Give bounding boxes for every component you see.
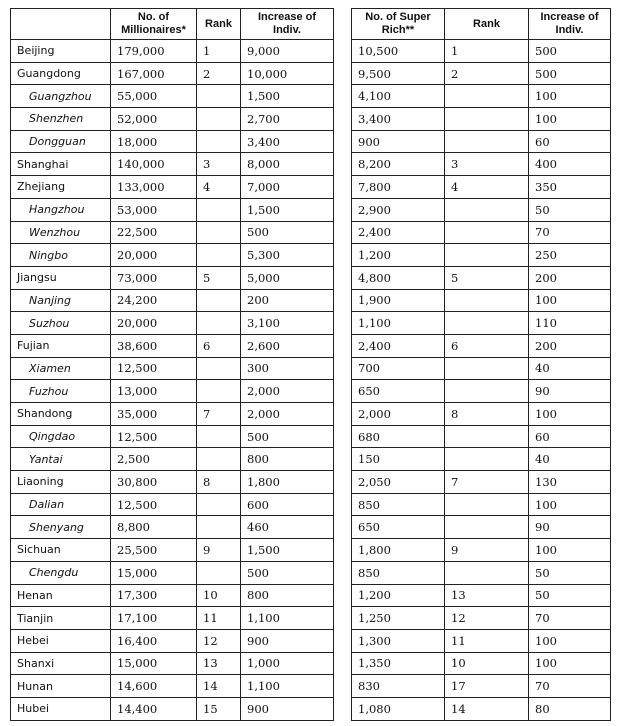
table-row: [352, 153, 611, 176]
millionaires-increase: 7,000: [241, 176, 334, 199]
super-rich-rank: [445, 289, 529, 312]
millionaires-increase: 1,500: [241, 198, 334, 221]
city-name: Suzhou: [11, 312, 111, 335]
super-rich-increase: 90: [529, 380, 611, 403]
table-row: [11, 697, 334, 720]
table-row: [352, 675, 611, 698]
header-region: [11, 9, 111, 40]
super-rich-increase: 100: [529, 108, 611, 131]
super-rich-count: 850: [352, 561, 445, 584]
millionaires-table-body: [11, 40, 334, 721]
millionaires-increase: 2,700: [241, 108, 334, 131]
millionaires-count: 20,000: [111, 244, 197, 267]
millionaires-count: 133,000: [111, 176, 197, 199]
millionaires-increase: 1,100: [241, 675, 334, 698]
table-row: [352, 289, 611, 312]
city-name: Hangzhou: [11, 198, 111, 221]
millionaires-increase: 1,500: [241, 539, 334, 562]
millionaires-increase: 5,300: [241, 244, 334, 267]
province-name: Shanxi: [11, 652, 111, 675]
table-row: [11, 357, 334, 380]
header-increase: Increase of Indiv.: [241, 9, 334, 40]
table-row: [352, 244, 611, 267]
table-row: [11, 289, 334, 312]
millionaires-increase: 900: [241, 629, 334, 652]
millionaires-count: 53,000: [111, 198, 197, 221]
table-row: [352, 584, 611, 607]
province-name: Guangdong: [11, 62, 111, 85]
table-row: [11, 584, 334, 607]
header-row: [11, 9, 334, 40]
super-rich-count: 1,800: [352, 539, 445, 562]
millionaires-rank: 14: [197, 675, 241, 698]
millionaires-increase: 600: [241, 493, 334, 516]
super-rich-rank: [445, 221, 529, 244]
super-rich-rank: 5: [445, 266, 529, 289]
millionaires-increase: 1,800: [241, 471, 334, 494]
table-row: [352, 516, 611, 539]
table-row: [352, 425, 611, 448]
super-rich-increase: 80: [529, 697, 611, 720]
super-rich-increase: 500: [529, 62, 611, 85]
table-row: [11, 516, 334, 539]
city-name: Dalian: [11, 493, 111, 516]
millionaires-rank: 1: [197, 40, 241, 63]
millionaires-count: 18,000: [111, 130, 197, 153]
province-name: Shandong: [11, 403, 111, 426]
header-super-rich: No. of Super Rich**: [352, 9, 445, 40]
millionaires-rank: 5: [197, 266, 241, 289]
millionaires-count: 8,800: [111, 516, 197, 539]
super-rich-count: 7,800: [352, 176, 445, 199]
super-rich-table-body: [352, 40, 611, 721]
city-name: Wenzhou: [11, 221, 111, 244]
millionaires-increase: 900: [241, 697, 334, 720]
table-row: [11, 448, 334, 471]
super-rich-increase: 100: [529, 539, 611, 562]
super-rich-count: 9,500: [352, 62, 445, 85]
super-rich-rank: [445, 312, 529, 335]
city-name: Nanjing: [11, 289, 111, 312]
super-rich-count: 850: [352, 493, 445, 516]
super-rich-increase: 400: [529, 153, 611, 176]
super-rich-count: 2,000: [352, 403, 445, 426]
super-rich-table: [351, 8, 611, 721]
millionaires-rank: [197, 198, 241, 221]
table-row: [352, 471, 611, 494]
super-rich-count: 2,900: [352, 198, 445, 221]
province-name: Hubei: [11, 697, 111, 720]
millionaires-increase: 9,000: [241, 40, 334, 63]
super-rich-rank: 9: [445, 539, 529, 562]
table-row: [352, 652, 611, 675]
city-name: Yantai: [11, 448, 111, 471]
table-row: [11, 85, 334, 108]
table-row: [352, 130, 611, 153]
millionaires-rank: [197, 289, 241, 312]
super-rich-rank: 17: [445, 675, 529, 698]
millionaires-rank: 15: [197, 697, 241, 720]
city-name: Xiamen: [11, 357, 111, 380]
table-row: [352, 448, 611, 471]
table-row: [352, 62, 611, 85]
city-name: Qingdao: [11, 425, 111, 448]
millionaires-count: 22,500: [111, 221, 197, 244]
table-row: [11, 380, 334, 403]
super-rich-increase: 500: [529, 40, 611, 63]
super-rich-rank: [445, 448, 529, 471]
super-rich-count: 1,250: [352, 607, 445, 630]
super-rich-rank: [445, 516, 529, 539]
super-rich-rank: [445, 493, 529, 516]
table-row: [352, 266, 611, 289]
super-rich-rank: 12: [445, 607, 529, 630]
super-rich-count: 1,350: [352, 652, 445, 675]
table-row: [352, 357, 611, 380]
super-rich-rank: 4: [445, 176, 529, 199]
super-rich-rank: [445, 244, 529, 267]
super-rich-count: 150: [352, 448, 445, 471]
table-row: [352, 697, 611, 720]
table-row: [352, 334, 611, 357]
millionaires-count: 12,500: [111, 493, 197, 516]
city-name: Shenzhen: [11, 108, 111, 131]
super-rich-rank: 1: [445, 40, 529, 63]
super-rich-count: 4,800: [352, 266, 445, 289]
millionaires-rank: [197, 561, 241, 584]
millionaires-count: 25,500: [111, 539, 197, 562]
millionaires-count: 140,000: [111, 153, 197, 176]
super-rich-increase: 40: [529, 357, 611, 380]
millionaires-increase: 300: [241, 357, 334, 380]
super-rich-count: 1,080: [352, 697, 445, 720]
millionaires-rank: 11: [197, 607, 241, 630]
millionaires-rank: 7: [197, 403, 241, 426]
millionaires-count: 38,600: [111, 334, 197, 357]
millionaires-increase: 800: [241, 448, 334, 471]
millionaires-increase: 5,000: [241, 266, 334, 289]
millionaires-count: 30,800: [111, 471, 197, 494]
millionaires-rank: 9: [197, 539, 241, 562]
millionaires-table: [10, 8, 334, 721]
table-row: [11, 607, 334, 630]
province-name: Zhejiang: [11, 176, 111, 199]
table-row: [11, 493, 334, 516]
table-row: [11, 62, 334, 85]
province-name: Tianjin: [11, 607, 111, 630]
super-rich-increase: 110: [529, 312, 611, 335]
millionaires-count: 55,000: [111, 85, 197, 108]
super-rich-increase: 130: [529, 471, 611, 494]
millionaires-rank: [197, 108, 241, 131]
city-name: Fuzhou: [11, 380, 111, 403]
header-sr-rank: Rank: [445, 9, 529, 40]
table-row: [11, 471, 334, 494]
millionaires-increase: 460: [241, 516, 334, 539]
super-rich-increase: 350: [529, 176, 611, 199]
millionaires-increase: 1,500: [241, 85, 334, 108]
super-rich-count: 680: [352, 425, 445, 448]
table-row: [352, 561, 611, 584]
millionaires-increase: 500: [241, 561, 334, 584]
super-rich-rank: [445, 380, 529, 403]
millionaires-rank: [197, 516, 241, 539]
city-name: Chengdu: [11, 561, 111, 584]
millionaires-count: 179,000: [111, 40, 197, 63]
header-sr-increase: Increase of Indiv.: [529, 9, 611, 40]
millionaires-rank: [197, 130, 241, 153]
super-rich-increase: 50: [529, 198, 611, 221]
super-rich-increase: 100: [529, 629, 611, 652]
province-name: Henan: [11, 584, 111, 607]
super-rich-rank: [445, 198, 529, 221]
super-rich-count: 900: [352, 130, 445, 153]
table-row: [352, 312, 611, 335]
super-rich-increase: 200: [529, 334, 611, 357]
super-rich-count: 650: [352, 516, 445, 539]
super-rich-count: 1,100: [352, 312, 445, 335]
millionaires-rank: [197, 312, 241, 335]
super-rich-rank: [445, 425, 529, 448]
table-row: [11, 334, 334, 357]
super-rich-rank: 7: [445, 471, 529, 494]
super-rich-increase: 50: [529, 561, 611, 584]
province-name: Beijing: [11, 40, 111, 63]
millionaires-rank: 6: [197, 334, 241, 357]
millionaires-rank: [197, 85, 241, 108]
super-rich-increase: 100: [529, 652, 611, 675]
super-rich-increase: 100: [529, 289, 611, 312]
millionaires-increase: 2,000: [241, 380, 334, 403]
millionaires-increase: 500: [241, 221, 334, 244]
super-rich-increase: 60: [529, 130, 611, 153]
table-row: [352, 607, 611, 630]
super-rich-increase: 100: [529, 493, 611, 516]
table-row: [352, 40, 611, 63]
header-millionaires: No. of Millionaires*: [111, 9, 197, 40]
millionaires-rank: [197, 244, 241, 267]
super-rich-rank: 10: [445, 652, 529, 675]
super-rich-count: 2,400: [352, 334, 445, 357]
super-rich-increase: 40: [529, 448, 611, 471]
header-rank: Rank: [197, 9, 241, 40]
super-rich-increase: 200: [529, 266, 611, 289]
city-name: Ningbo: [11, 244, 111, 267]
super-rich-count: 10,500: [352, 40, 445, 63]
millionaires-rank: 4: [197, 176, 241, 199]
millionaires-count: 35,000: [111, 403, 197, 426]
millionaires-count: 52,000: [111, 108, 197, 131]
millionaires-rank: 8: [197, 471, 241, 494]
millionaires-increase: 2,600: [241, 334, 334, 357]
millionaires-increase: 200: [241, 289, 334, 312]
province-name: Sichuan: [11, 539, 111, 562]
millionaires-increase: 10,000: [241, 62, 334, 85]
super-rich-increase: 70: [529, 607, 611, 630]
province-name: Hunan: [11, 675, 111, 698]
super-rich-count: 1,300: [352, 629, 445, 652]
table-row: [11, 675, 334, 698]
super-rich-rank: 14: [445, 697, 529, 720]
super-rich-count: 2,050: [352, 471, 445, 494]
millionaires-rank: 12: [197, 629, 241, 652]
super-rich-count: 4,100: [352, 85, 445, 108]
super-rich-rank: [445, 130, 529, 153]
table-row: [11, 130, 334, 153]
super-rich-count: 650: [352, 380, 445, 403]
super-rich-rank: [445, 357, 529, 380]
millionaires-count: 16,400: [111, 629, 197, 652]
table-row: [11, 108, 334, 131]
millionaires-rank: [197, 493, 241, 516]
super-rich-rank: 8: [445, 403, 529, 426]
table-row: [11, 561, 334, 584]
table-row: [11, 153, 334, 176]
millionaires-count: 24,200: [111, 289, 197, 312]
super-rich-rank: 11: [445, 629, 529, 652]
super-rich-rank: 13: [445, 584, 529, 607]
table-row: [352, 403, 611, 426]
millionaires-count: 2,500: [111, 448, 197, 471]
millionaires-rank: [197, 448, 241, 471]
city-name: Guangzhou: [11, 85, 111, 108]
millionaires-increase: 3,400: [241, 130, 334, 153]
millionaires-count: 13,000: [111, 380, 197, 403]
millionaires-count: 17,100: [111, 607, 197, 630]
city-name: Dongguan: [11, 130, 111, 153]
millionaires-count: 12,500: [111, 425, 197, 448]
province-name: Liaoning: [11, 471, 111, 494]
super-rich-increase: 50: [529, 584, 611, 607]
table-row: [352, 221, 611, 244]
table-row: [352, 198, 611, 221]
super-rich-count: 1,200: [352, 584, 445, 607]
super-rich-increase: 100: [529, 85, 611, 108]
table-row: [11, 539, 334, 562]
super-rich-rank: 6: [445, 334, 529, 357]
super-rich-increase: 70: [529, 221, 611, 244]
table-row: [352, 629, 611, 652]
millionaires-rank: 13: [197, 652, 241, 675]
province-name: Jiangsu: [11, 266, 111, 289]
table-row: [352, 108, 611, 131]
millionaires-count: 73,000: [111, 266, 197, 289]
millionaires-increase: 1,000: [241, 652, 334, 675]
millionaires-count: 12,500: [111, 357, 197, 380]
millionaires-increase: 3,100: [241, 312, 334, 335]
millionaires-rank: [197, 425, 241, 448]
table-row: [11, 176, 334, 199]
header-row: [352, 9, 611, 40]
millionaires-count: 15,000: [111, 561, 197, 584]
super-rich-increase: 90: [529, 516, 611, 539]
super-rich-rank: 2: [445, 62, 529, 85]
super-rich-increase: 70: [529, 675, 611, 698]
super-rich-count: 3,400: [352, 108, 445, 131]
millionaires-rank: [197, 380, 241, 403]
millionaires-rank: 10: [197, 584, 241, 607]
province-name: Fujian: [11, 334, 111, 357]
millionaires-increase: 500: [241, 425, 334, 448]
super-rich-rank: [445, 85, 529, 108]
table-row: [11, 652, 334, 675]
super-rich-increase: 100: [529, 403, 611, 426]
super-rich-increase: 250: [529, 244, 611, 267]
millionaires-increase: 8,000: [241, 153, 334, 176]
millionaires-increase: 800: [241, 584, 334, 607]
millionaires-count: 14,600: [111, 675, 197, 698]
super-rich-count: 700: [352, 357, 445, 380]
table-row: [11, 244, 334, 267]
table-row: [11, 221, 334, 244]
table-row: [352, 380, 611, 403]
millionaires-count: 167,000: [111, 62, 197, 85]
millionaires-rank: 2: [197, 62, 241, 85]
super-rich-count: 1,200: [352, 244, 445, 267]
millionaires-count: 17,300: [111, 584, 197, 607]
super-rich-rank: 3: [445, 153, 529, 176]
millionaires-rank: 3: [197, 153, 241, 176]
table-row: [352, 539, 611, 562]
millionaires-count: 20,000: [111, 312, 197, 335]
millionaires-increase: 1,100: [241, 607, 334, 630]
millionaires-rank: [197, 221, 241, 244]
table-row: [11, 312, 334, 335]
table-row: [11, 40, 334, 63]
table-row: [352, 176, 611, 199]
millionaires-count: 15,000: [111, 652, 197, 675]
millionaires-count: 14,400: [111, 697, 197, 720]
super-rich-rank: [445, 561, 529, 584]
table-row: [11, 425, 334, 448]
table-row: [11, 403, 334, 426]
super-rich-increase: 60: [529, 425, 611, 448]
province-name: Shanghai: [11, 153, 111, 176]
super-rich-count: 2,400: [352, 221, 445, 244]
table-row: [11, 629, 334, 652]
millionaires-increase: 2,000: [241, 403, 334, 426]
province-name: Hebei: [11, 629, 111, 652]
table-row: [352, 493, 611, 516]
city-name: Shenyang: [11, 516, 111, 539]
super-rich-rank: [445, 108, 529, 131]
super-rich-count: 1,900: [352, 289, 445, 312]
table-row: [352, 85, 611, 108]
table-row: [11, 198, 334, 221]
super-rich-count: 830: [352, 675, 445, 698]
table-row: [11, 266, 334, 289]
millionaires-rank: [197, 357, 241, 380]
super-rich-count: 8,200: [352, 153, 445, 176]
